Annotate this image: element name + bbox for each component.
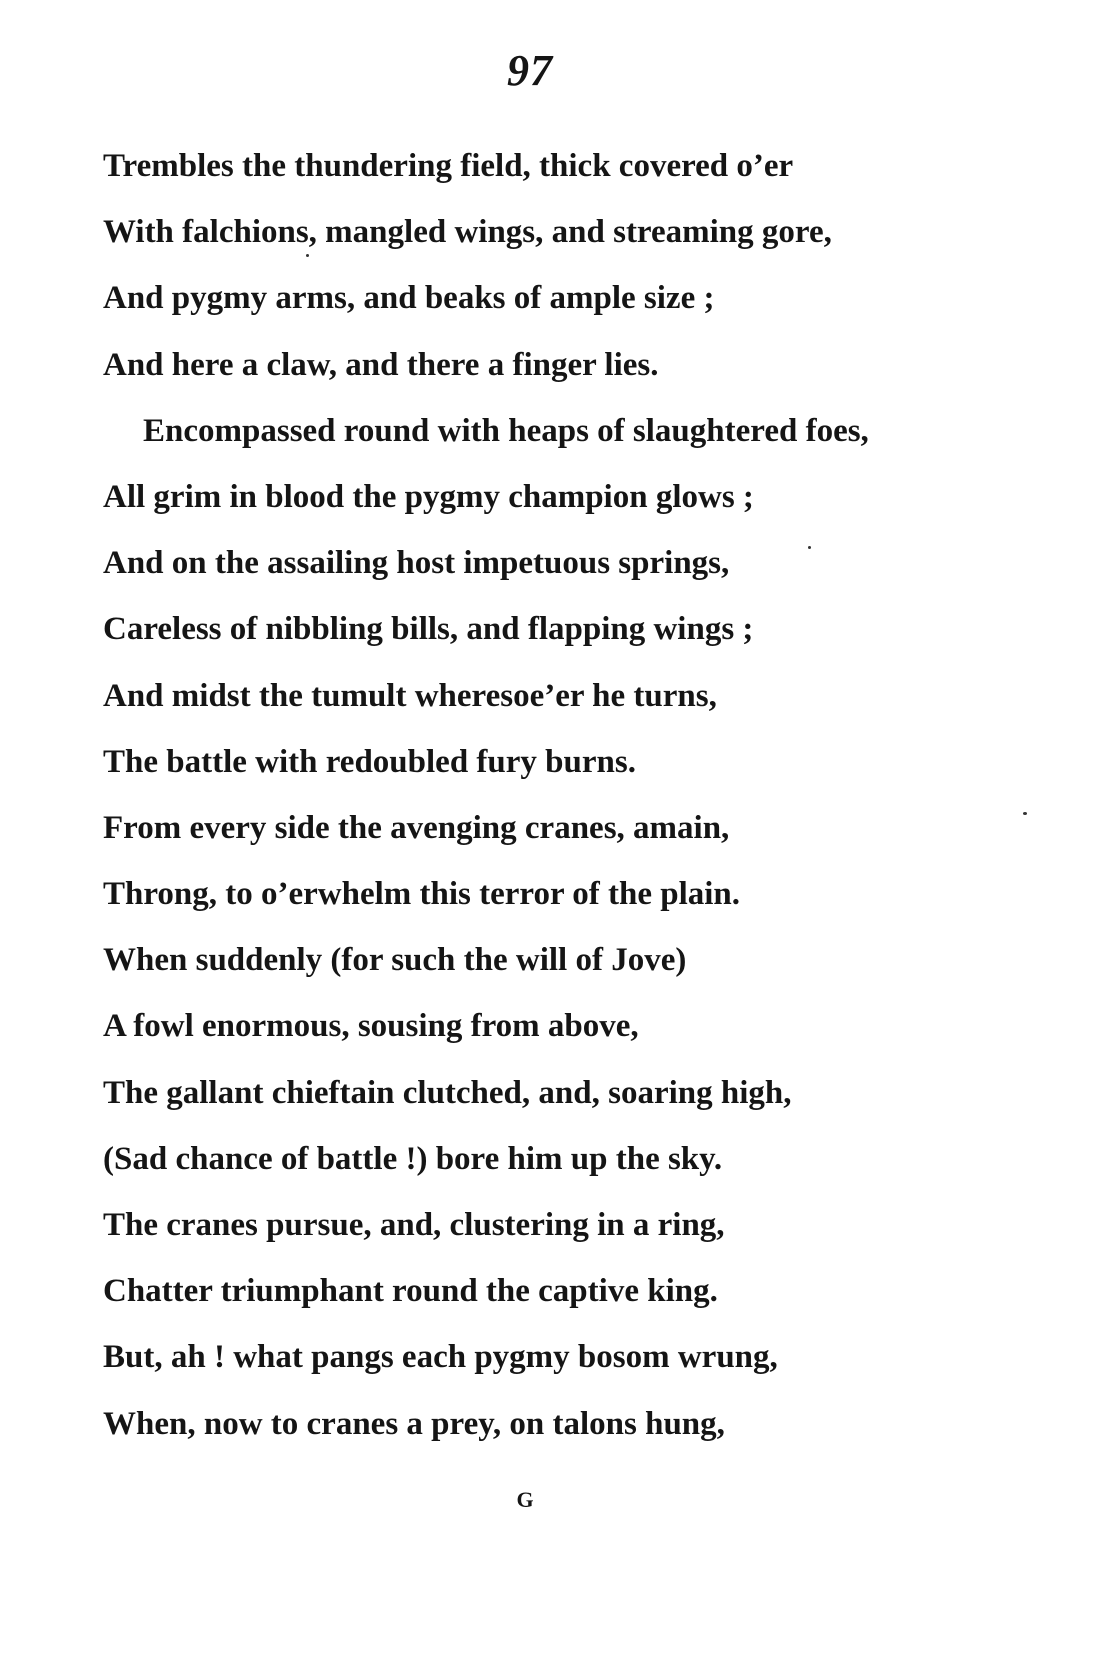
poem-line: When, now to cranes a prey, on talons hung, [103,1405,725,1442]
poem-text [103,133,1063,1457]
ink-speck [808,546,811,549]
poem-line: A fowl enormous, sousing from above, [103,1008,639,1045]
poem-line: Throng, to o’erwhelm this terror of the plain. [103,876,741,913]
poem-line: Chatter triumphant round the captive king. [103,1273,718,1310]
poem-line: Careless of nibbling bills, and flapping wings ; [103,611,754,648]
poem-line: (Sad chance of battle !) bore him up the sky. [103,1140,723,1177]
poem-line: But, ah ! what pangs each pygmy bosom wrung, [103,1339,778,1376]
poem-line: And midst the tumult wheresoe’er he turns, [103,677,717,714]
poem-line: The gallant chieftain clutched, and, soaring high, [103,1074,792,1111]
poem-line: And here a claw, and there a finger lies. [103,346,659,383]
ink-speck [1023,812,1027,815]
poem-line: And on the assailing host impetuous springs, [103,545,730,582]
poem-line: Encompassed round with heaps of slaughtered foes, [143,412,869,449]
poem-line: And pygmy arms, and beaks of ample size ; [103,280,715,317]
poem-line: When suddenly (for such the will of Jove) [103,942,687,979]
ink-speck [306,254,309,257]
poem-line: All grim in blood the pygmy champion glows ; [103,478,754,515]
poem-line: Trembles the thundering field, thick covered o’er [103,148,794,184]
poem-line: The cranes pursue, and, clustering in a ring, [103,1207,725,1243]
poem-line: From every side the avenging cranes, amain, [103,809,730,846]
poem-line: With falchions, mangled wings, and streaming gore, [103,214,832,251]
signature-mark: G [516,1487,534,1512]
poem-line: The battle with redoubled fury burns. [103,743,636,780]
page-number: 97 [507,46,553,95]
